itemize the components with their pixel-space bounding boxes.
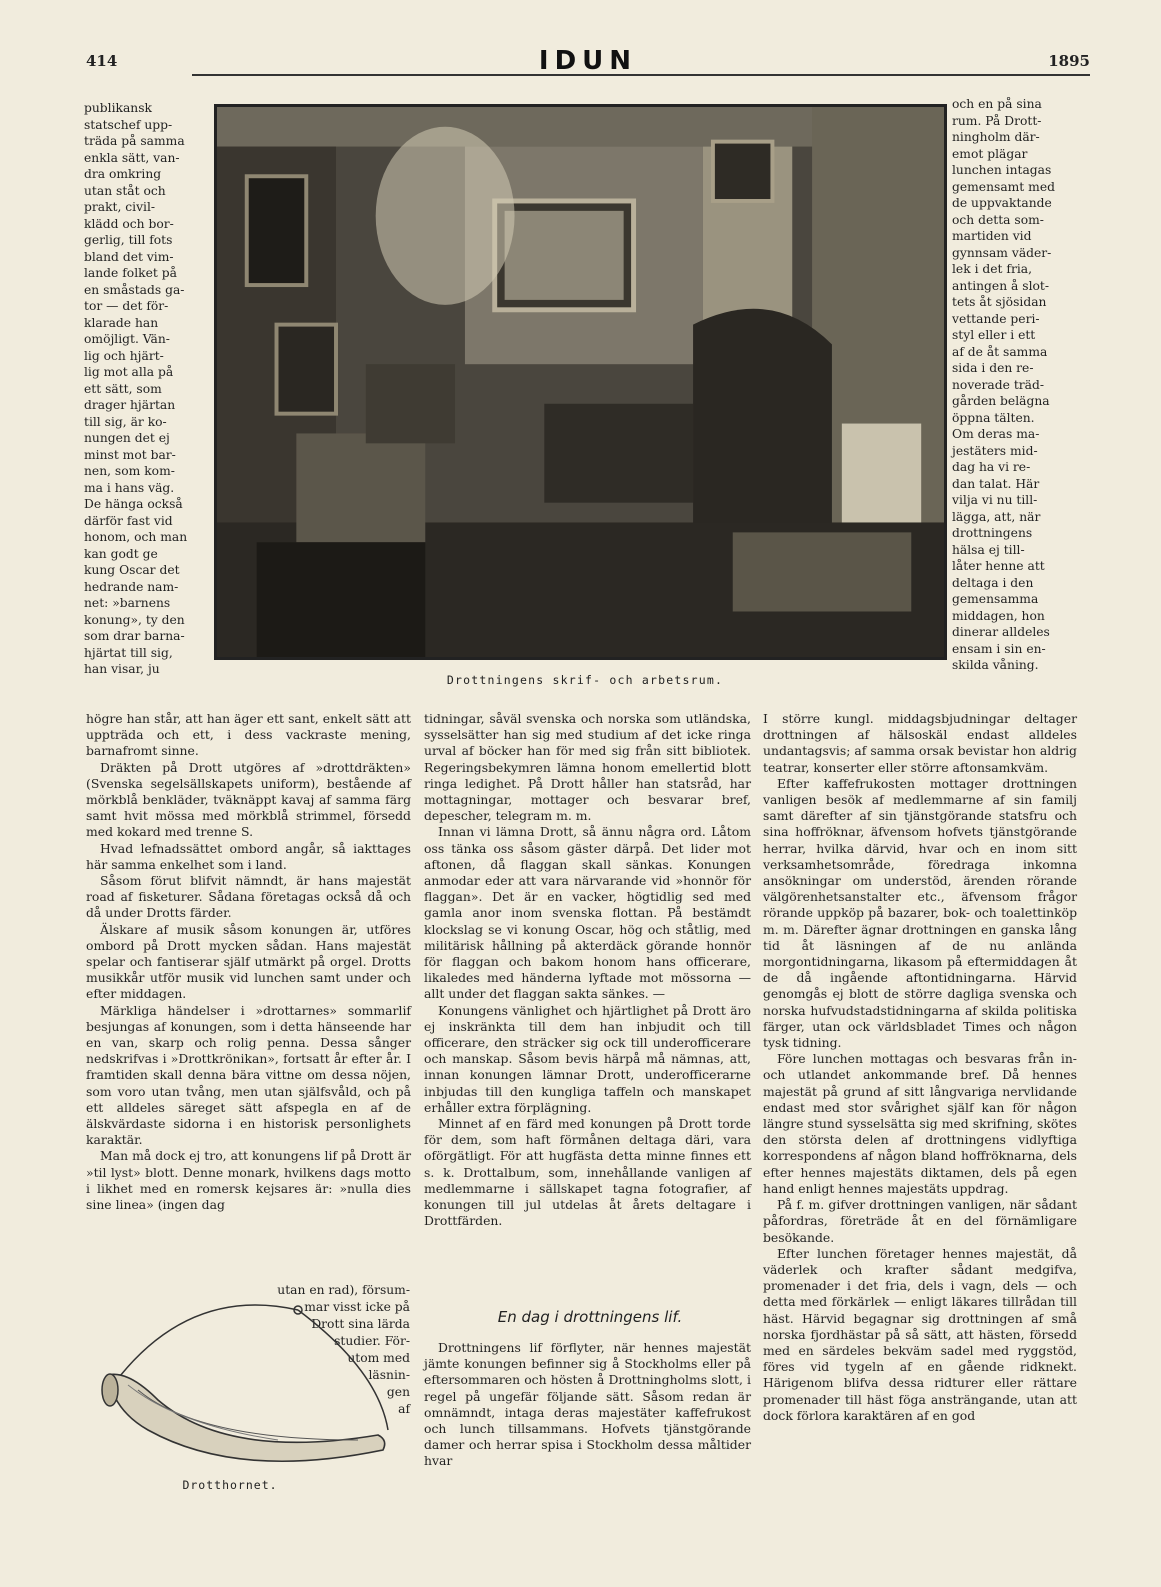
text-line: martiden vid — [952, 229, 1032, 243]
text-line: utan ståt och — [84, 183, 166, 198]
text-line: skilda våning. — [952, 658, 1039, 672]
text-line: nungen det ej — [84, 431, 170, 445]
text-line: kung Oscar det — [84, 563, 180, 577]
middle-text-column — [424, 711, 751, 1230]
year: 1895 — [1048, 52, 1090, 70]
text-line: statschef upp- — [84, 117, 173, 132]
text-line: drottningens — [952, 526, 1033, 540]
right-narrow-column — [952, 96, 1076, 674]
text-line: utan en rad), försum- — [277, 1283, 410, 1297]
text-line: mar visst icke på — [304, 1300, 410, 1314]
page-number: 414 — [86, 52, 118, 70]
journal-title: IDUN — [538, 46, 638, 76]
text-line: publikansk — [84, 101, 152, 115]
drotthorn-illustration — [98, 1290, 398, 1480]
text-line: styl eller i ett — [952, 328, 1036, 342]
middle-text-column-lower — [424, 1340, 751, 1470]
paragraph: Efter kaffefrukosten mottager drottningen vanligen besök af medlemmarne af sin familj samt därefter af sin tjänstgörande statsfru och sina hoffröknar, äfvensom hofvets tjänstgörande herrar, hvilka därvid, hvar och en inom sitt verksamhetsområde, föredraga inkomna ansökningar om understöd, ärenden rörande välgörenhetsanstalter etc., äfvensom frågor rörande uppköp på bazarer, bok- och toalettinköp m. m. Därefter ägnar drottningen en ganska lång tid åt läsningen af de nu anlända morgontidningarna, likasom på eftermiddagen åt de då ingående aftontidningarna. Härvid genomgås ej blott de större dagliga svenska och norska hufvudstadstidningarna af skilda politiska färger, utan ock världsbladet Times och någon tysk tidning. — [763, 775, 1077, 1051]
text-line: han visar, ju — [84, 662, 160, 676]
text-line: träda på samma — [84, 134, 185, 148]
text-line: vettande peri- — [952, 311, 1040, 326]
paragraph: På f. m. gifver drottningen vanligen, när sådant påfordras, företräde åt en del förnämligare besökande. — [763, 1197, 1077, 1245]
text-line: gemensamma — [952, 592, 1039, 606]
text-line: bland det vim- — [84, 249, 174, 264]
text-line: tets åt sjösidan — [952, 295, 1047, 309]
text-line: läsnin- — [368, 1368, 410, 1382]
text-line: sida i den re- — [952, 361, 1034, 375]
section-heading: En dag i drottningens lif. — [497, 1308, 683, 1326]
text-line: hjärtat till sig, — [84, 645, 173, 660]
text-line: af de åt samma — [952, 344, 1048, 359]
text-line: utom med — [347, 1351, 410, 1365]
text-line: net: »barnens — [84, 596, 171, 610]
text-line: därför fast vid — [84, 513, 173, 528]
text-line: ett sätt, som — [84, 381, 162, 396]
text-line: ningholm där- — [952, 130, 1040, 144]
text-line: hedrande nam- — [84, 579, 179, 594]
paragraph: I större kungl. middagsbjudningar deltager drottningen af hälsoskäl endast alldeles undantagsvis; af samma orsak bevistar hon aldrig teatrar, konserter eller större aftonsamkväm. — [763, 711, 1077, 775]
text-line: ma i hans väg. — [84, 480, 175, 495]
text-line: och detta som- — [952, 212, 1044, 227]
text-line: kan godt ge — [84, 546, 158, 561]
text-line: noverade träd- — [952, 377, 1044, 392]
text-line: gerlig, till fots — [84, 233, 173, 247]
paragraph: Älskare af musik såsom konungen är, utföres ombord på Drott mycken sådan. Hans majestät spelar och fantiserar själf utmärkt på orgel. Drotts musikkår utför musik vid lunchen samt under och efter middagen. — [86, 921, 411, 1002]
text-line: omöjligt. Vän- — [84, 332, 170, 346]
text-line: Drott sina lärda — [311, 1317, 410, 1331]
text-line: gemensamt med — [952, 179, 1055, 194]
text-line: som drar barna- — [84, 629, 185, 643]
text-line: ensam i sin en- — [952, 641, 1046, 656]
paragraph: Minnet af en färd med konungen på Drott torde för dem, som haft förmånen deltaga däri, vara oförgätligt. För att hugfästa detta minne finnes ett s. k. Drottalbum, som, innehållande vanligen af medlemmarne i sällskapet tagna fotografier, af konungen till jul utdelas åt årets deltagare i Drottfärden. — [424, 1116, 751, 1229]
paragraph: Före lunchen mottagas och besvaras från in- och utlandet ankommande bref. Då hennes majestät på grund af sitt långvariga nervlidande endast med stor svårighet själf kan för någon längre stund sysselsätta sig med skrifning, skötes den största delen af drottningens vidlyftiga korrespondens af någon bland hoffröknarna, dels efter hennes majestäts diktamen, dels på egen hand enligt hennes majestäts uppdrag. — [763, 1051, 1077, 1196]
paragraph: Märkliga händelser i »drottarnes» sommarlif besjungas af konungen, som i detta hänseende har en van, skarp och rolig penna. Dessa sånger nedskrifvas i »Drottkrönikan», fortsatt år efter år. I framtiden skall denna bära vittne om dessa nöjen, som voro utan tvång, men utan själfsvåld, och på ett alldeles säreget sätt afspegla en af de älskvärdaste sidorna i en historisk personlighets karaktär. — [86, 1002, 411, 1148]
room-photograph — [214, 104, 947, 660]
text-line: gården belägna — [952, 394, 1050, 408]
text-line: lunchen intagas — [952, 163, 1052, 177]
photo-caption: Drottningens skrif- och arbetsrum. — [446, 673, 724, 687]
header-rule — [192, 74, 1090, 76]
text-line: hälsa ej till- — [952, 542, 1025, 557]
text-line: rum. På Drott- — [952, 113, 1042, 128]
text-line: studier. För- — [334, 1334, 410, 1348]
paragraph: Efter lunchen företager hennes majestät, då väderlek och krafter sådant medgifva, promenader i det fria, dels i vagn, dels — och detta med förkärlek — enligt läkares tillrådan till häst. Härvid begagnar sig drottningen af små norska fjordhästar på så sätt, att hästen, försedd med en särdeles bekväm sadel med ryggstöd, föres vid tygeln af en gående ridknekt. Härigenom blifva dessa ridturer eller rättare promenader till häst föga ansträngande, utan att dock förlora karaktären af en god — [763, 1245, 1077, 1423]
text-line: honom, och man — [84, 530, 188, 544]
paragraph: tidningar, såväl svenska och norska som utländska, sysselsätter han sig med studium af det icke ringa urval af böcker han för med sig från sitt bibliotek. Regeringsbekymren lämna honom emellertid blott ringa ledighet. På Drott håller han statsråd, har mottagningar, mottager och besvarar bref, depescher, telegram m. m. — [424, 711, 751, 824]
text-line: lägga, att, när — [952, 509, 1041, 524]
text-line: emot plägar — [952, 146, 1028, 161]
text-line: De hänga också — [84, 497, 183, 511]
text-line: tor — det för- — [84, 299, 169, 313]
text-line: lig mot alla på — [84, 365, 174, 379]
text-line: antingen å slot- — [952, 278, 1050, 293]
text-line: minst mot bar- — [84, 447, 176, 462]
text-line: dinerar alldeles — [952, 625, 1050, 639]
text-line: klarade han — [84, 315, 159, 330]
text-line: de uppvaktande — [952, 196, 1052, 210]
text-line: och en på sina — [952, 97, 1042, 111]
paragraph: Man må dock ej tro, att konungens lif på Drott är »til lyst» blott. Denne monark, hvilkens dags motto i likhet med en romersk kejsares är: »nulla dies sine linea» (ingen dag — [86, 1148, 411, 1213]
text-line: vilja vi nu till- — [952, 493, 1038, 507]
text-line: jestäters mid- — [952, 443, 1038, 458]
text-line: nen, som kom- — [84, 464, 175, 478]
text-line: prakt, civil- — [84, 200, 156, 214]
paragraph: Hvad lefnadssättet ombord angår, så iakttages här samma enkelhet som i land. — [86, 840, 411, 872]
text-line: till sig, är ko- — [84, 414, 167, 429]
left-narrow-column — [84, 100, 208, 678]
text-line: af — [398, 1402, 410, 1416]
horn-caption: Drotthornet. — [182, 1478, 278, 1492]
left-text-column — [86, 711, 411, 1213]
paragraph: Innan vi lämna Drott, så ännu några ord. Låtom oss tänka oss såsom gäster därpå. Det lider mot aftonen, då flaggan skall sänkas. Konungen anmodar eder att vara närvarande vid »honnör för flaggan». Det är en vacker, högtidlig sed med gamla anor inom svenska flottan. På bestämdt klockslag se vi konung Oscar, hög och ståtlig, med militärisk hållning på akterdäck görande honnör för flaggan och bakom honom hans officerare, likaledes med händerna lyftade mot mössorna — allt under det flaggan sakta sänkes. — — [424, 824, 751, 1002]
text-line: Om deras ma- — [952, 427, 1040, 441]
text-line: lande folket på — [84, 266, 177, 280]
text-line: lek i det fria, — [952, 262, 1033, 276]
text-line: dan talat. Här — [952, 476, 1040, 491]
paragraph: högre han står, att han äger ett sant, enkelt sätt att uppträda och ett, i dess vackraste mening, barnafromt sinne. — [86, 711, 411, 759]
text-line: konung», ty den — [84, 612, 185, 627]
text-line: klädd och bor- — [84, 216, 174, 231]
text-line: dag ha vi re- — [952, 460, 1031, 474]
text-line: enkla sätt, van- — [84, 150, 180, 165]
text-line: låter henne att — [952, 559, 1045, 573]
paragraph: Dräkten på Drott utgöres af »drottdräkten» (Svenska segelsällskapets uniform), bestående af mörkblå benkläder, tväknäppt kavaj af samma färg samt hvit mössa med mörkblå strimmel, försedd med kokard med trenne S. — [86, 759, 411, 840]
right-text-column — [763, 711, 1077, 1424]
text-line: lig och hjärt- — [84, 348, 164, 363]
text-line: dra omkring — [84, 167, 162, 181]
text-line: gynnsam väder- — [952, 245, 1052, 260]
text-line: deltaga i den — [952, 575, 1034, 590]
text-line: öppna tälten. — [952, 410, 1035, 425]
text-line: en småstads ga- — [84, 282, 185, 297]
text-line: middagen, hon — [952, 608, 1045, 623]
text-line: drager hjärtan — [84, 398, 176, 412]
paragraph: Såsom förut blifvit nämndt, är hans majestät road af fisketurer. Sådana företagas också då och då under Drotts färder. — [86, 873, 411, 921]
paragraph: Konungens vänlighet och hjärtlighet på Drott äro ej inskränkta till dem han inbjudit och till officerare, den sträcker sig ock till underofficerare och manskap. Såsom bevis härpå må nämnas, att, innan konungen lämnar Drott, underofficerarne inbjudas till den kungliga taffeln och manskapet erhåller extra förplägning. — [424, 1002, 751, 1115]
page-header — [86, 46, 1090, 78]
paragraph: Drottningens lif förflyter, när hennes majestät jämte konungen befinner sig å Stockholms eller på eftersommaren och hösten å Drottningholms slott, i regel på ungefär följande sätt. Såsom redan är omnämndt, intaga deras majestäter kaffefrukost och lunch tillsammans. Hofvets tjänstgörande damer och herrar spisa i Stockholm dessa måltider hvar — [424, 1340, 751, 1469]
text-line: gen — [386, 1385, 410, 1399]
room-illustration — [217, 107, 944, 657]
